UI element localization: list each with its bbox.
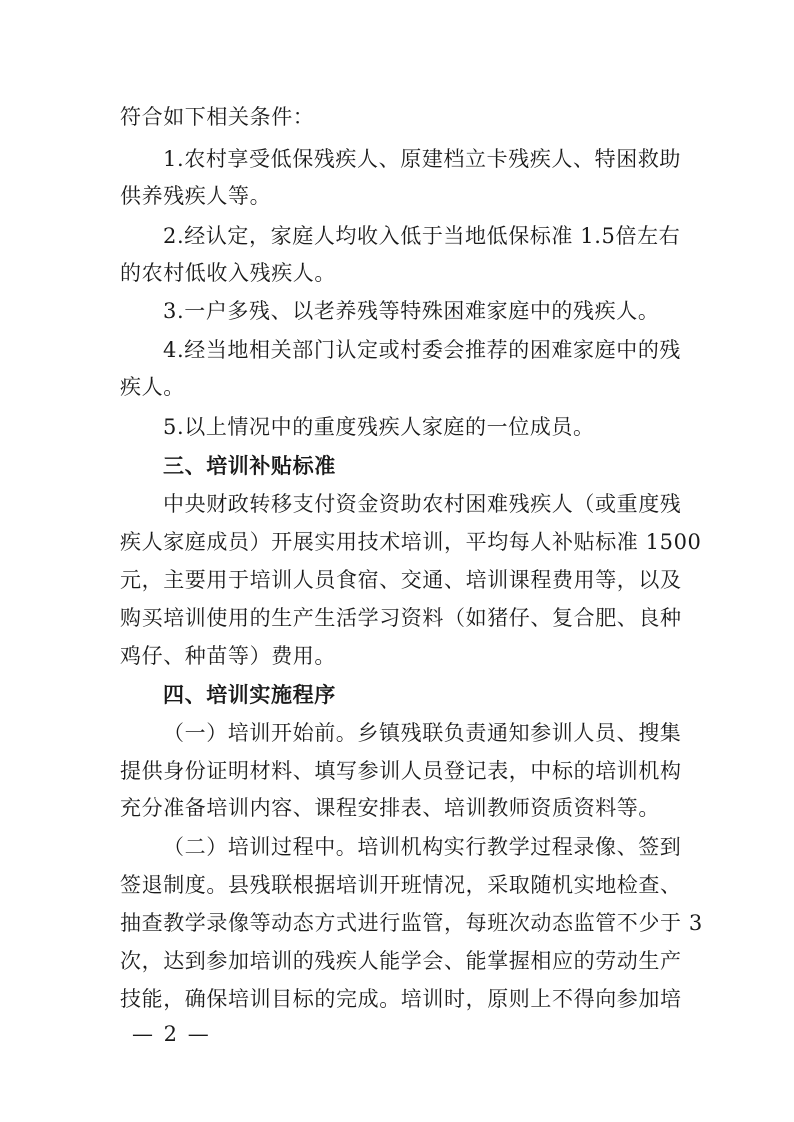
text-line: 3.一户多残、以老养残等特殊困难家庭中的残疾人。 [163, 299, 660, 323]
text-line: 2.经认定，家庭人均收入低于当地低保标准 1.5倍左右 [163, 224, 681, 248]
text-line: 的农村低收入残疾人。 [120, 261, 336, 285]
text-line: 元，主要用于培训人员食宿、交通、培训课程费用等，以及 [120, 568, 682, 592]
text-line: 5.以上情况中的重度残疾人家庭的一位成员。 [163, 415, 595, 439]
text-line: 抽查教学录像等动态方式进行监管，每班次动态监管不少于 3 [120, 911, 703, 935]
text-line: 技能，确保培训目标的完成。培训时，原则上不得向参加培 [120, 987, 682, 1011]
text-line: 疾人家庭成员）开展实用技术培训，平均每人补贴标准 1500 [120, 530, 702, 554]
text-line: 提供身份证明材料、填写参训人员登记表，中标的培训机构 [120, 759, 682, 783]
text-line: 符合如下相关条件： [120, 105, 315, 129]
text-line: 1.农村享受低保残疾人、原建档立卡残疾人、特困救助 [163, 147, 682, 171]
text-line: 购买培训使用的生产生活学习资料（如猪仔、复合肥、良种 [120, 606, 682, 630]
text-line: 充分准备培训内容、课程安排表、培训教师资质资料等。 [120, 796, 660, 820]
text-line: 次，达到参加培训的残疾人能学会、能掌握相应的劳动生产 [120, 949, 682, 973]
text-line: （二）培训过程中。培训机构实行教学过程录像、签到 [163, 835, 682, 859]
section-heading: 三、培训补贴标准 [163, 454, 336, 478]
text-line: 鸡仔、种苗等）费用。 [120, 644, 336, 668]
section-heading: 四、培训实施程序 [163, 683, 336, 707]
text-line: 疾人。 [120, 375, 185, 399]
text-line: 中央财政转移支付资金资助农村困难残疾人（或重度残 [163, 492, 682, 516]
text-line: 签退制度。县残联根据培训开班情况，采取随机实地检查、 [120, 873, 682, 897]
text-line: 4.经当地相关部门认定或村委会推荐的困难家庭中的残 [163, 338, 682, 362]
page-number: — 2 — [132, 1022, 211, 1046]
text-line: （一）培训开始前。乡镇残联负责通知参训人员、搜集 [163, 721, 682, 745]
text-line: 供养残疾人等。 [120, 184, 272, 208]
